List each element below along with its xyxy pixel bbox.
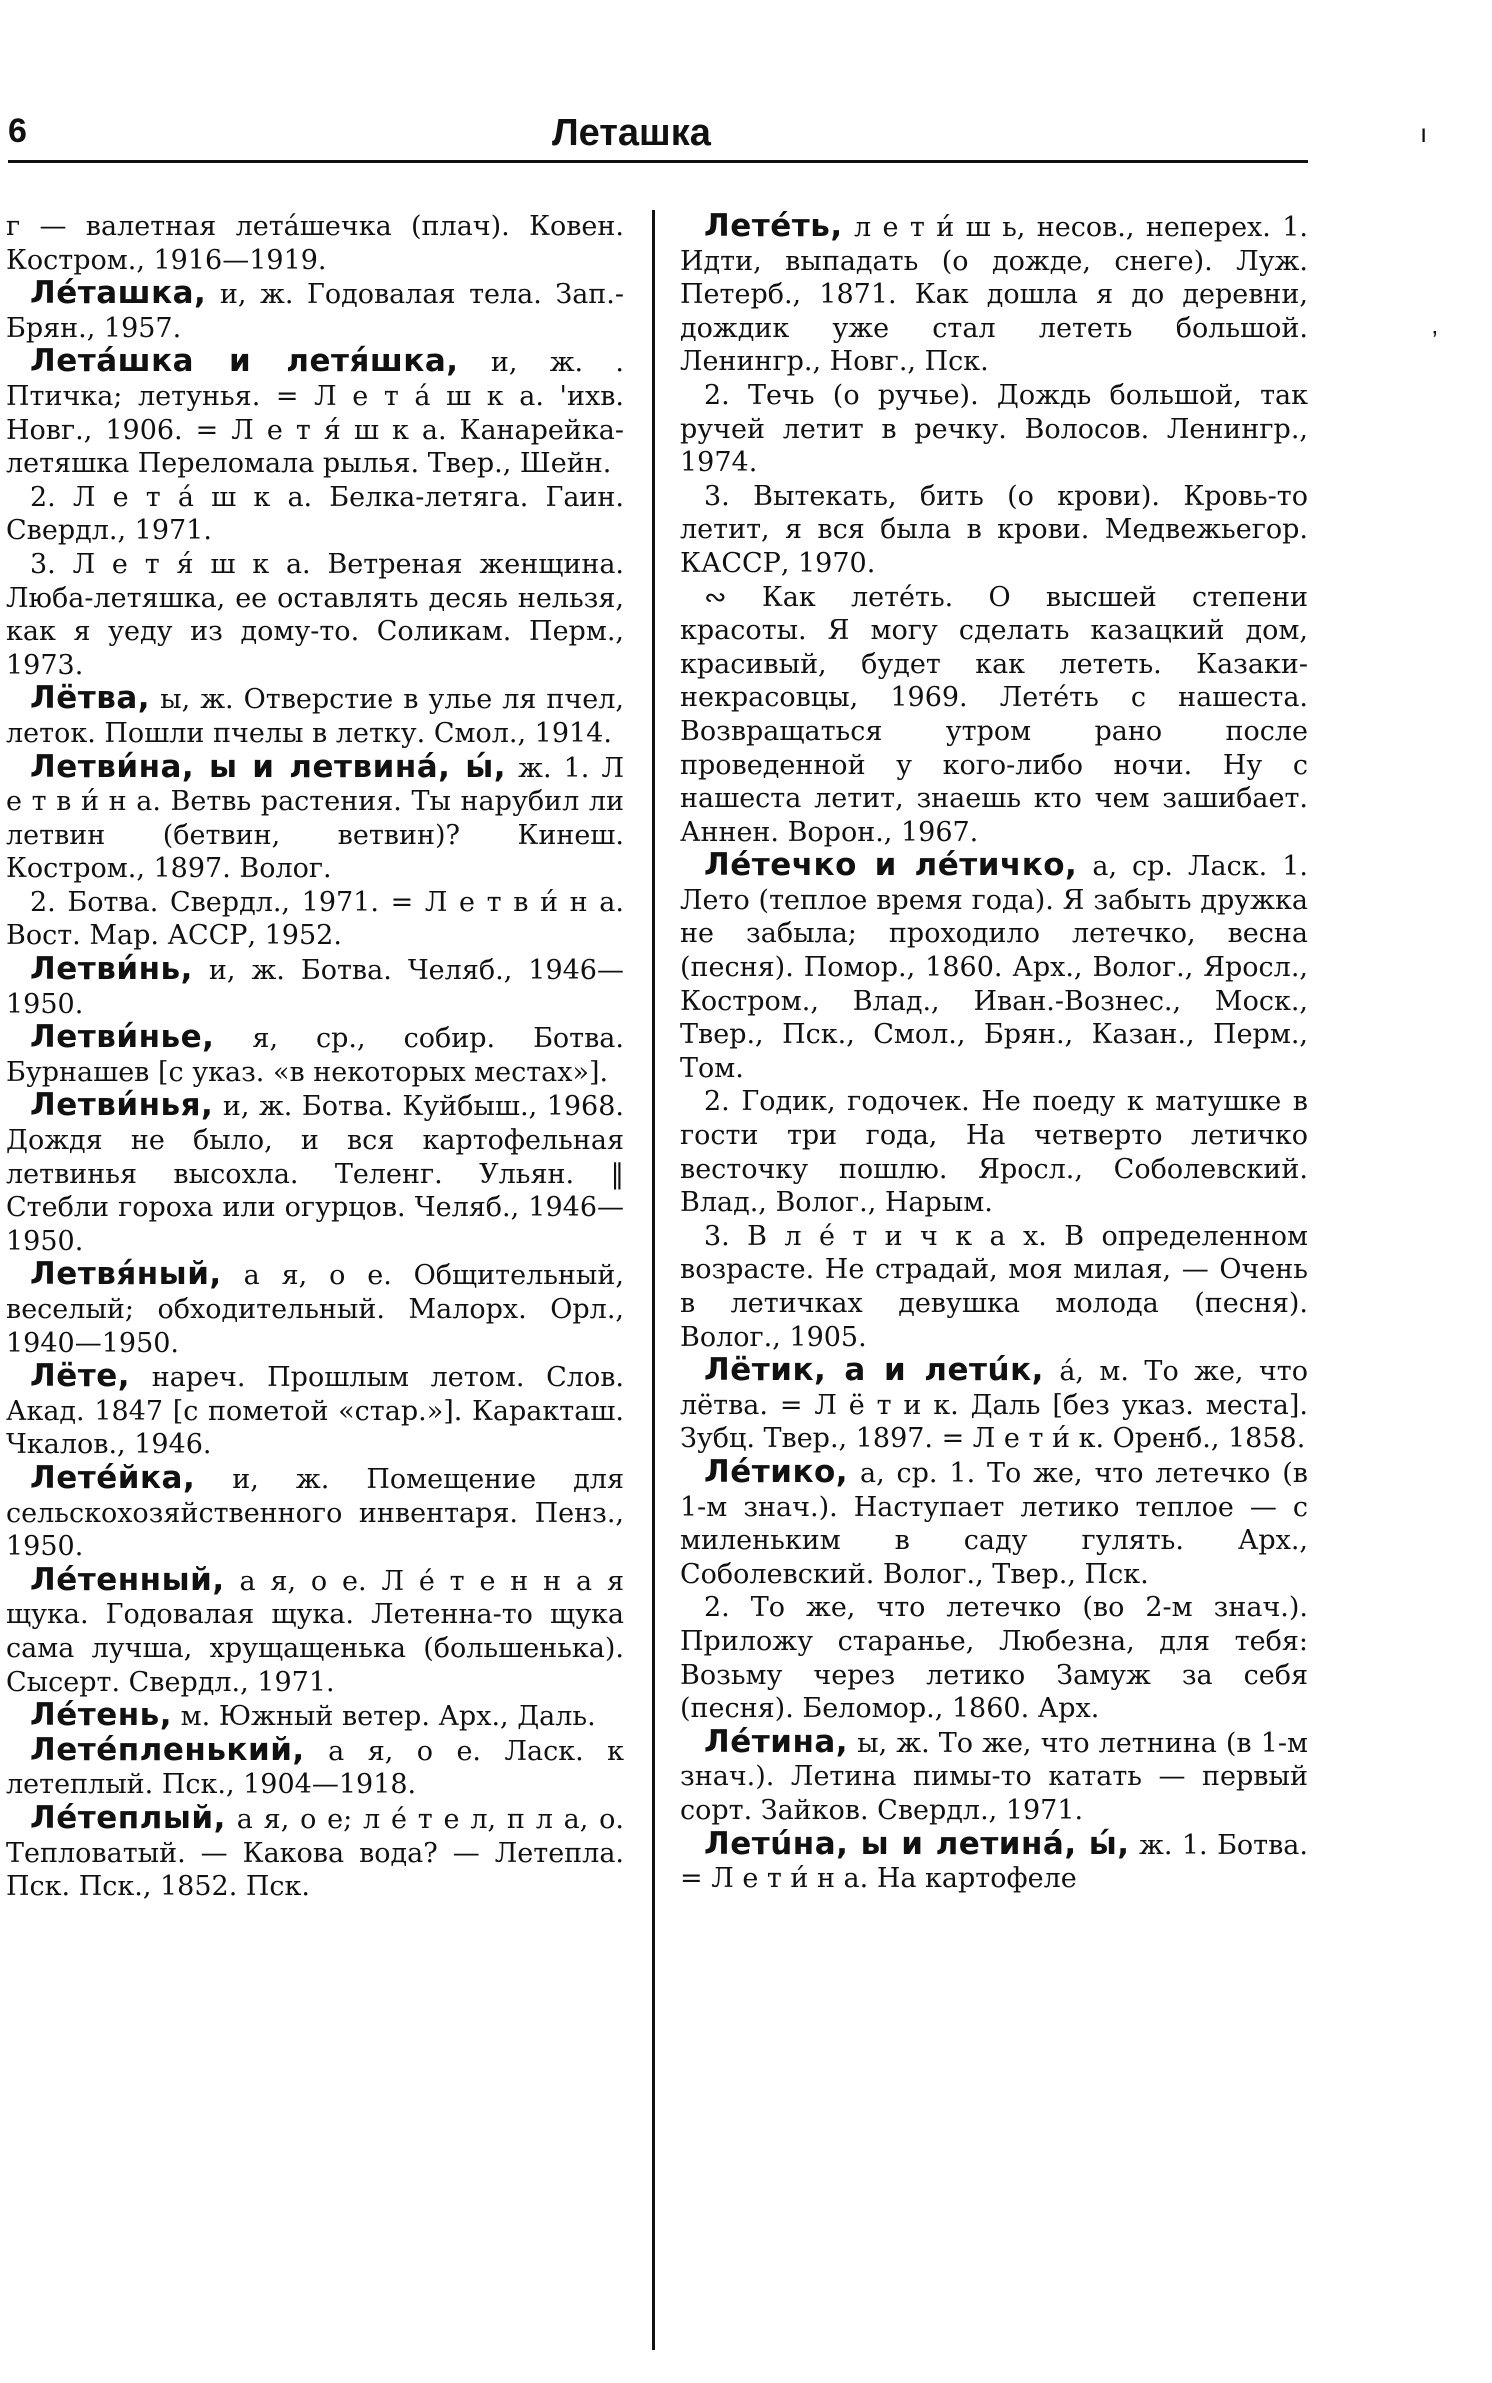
headword: Лéтеплый, bbox=[30, 1799, 226, 1836]
entry-text: а я, о е. Общительный, веселый; обходительный. Малорх. Орл., 1940—1950. bbox=[6, 1260, 624, 1359]
dictionary-entry bbox=[680, 1085, 1308, 1219]
right-column bbox=[680, 210, 1308, 2343]
headword: Летви́нь, bbox=[30, 951, 193, 988]
dictionary-entry bbox=[680, 1723, 1308, 1828]
entry-text: г — валетная летáшечка (плач). Ковен. Костром., 1916—1919. bbox=[6, 211, 624, 276]
headword: Лёте, bbox=[30, 1358, 131, 1395]
header-rule bbox=[8, 160, 1308, 163]
entry-text: и, ж. Ботва. Челяб., 1946—1950. bbox=[6, 955, 624, 1020]
entry-text: ж. 1. Ботва. = Л е т и́ н а. На картофеле bbox=[680, 1829, 1308, 1895]
entry-text: ж. 1. Л е т в и́ н а. Ветвь растения. Ты нарубил ли летвин (бетвин, ветвин)? Кинеш. Костром., 1897. Волог. bbox=[6, 752, 624, 885]
headword: Летви́на, ы и летвинá, ы́, bbox=[30, 748, 507, 785]
dictionary-entry bbox=[6, 277, 624, 345]
headword: Лéтико, bbox=[704, 1453, 849, 1490]
headword: Летви́нье, bbox=[30, 1019, 215, 1056]
entry-text: и, ж. Годовалая тела. Зап.-Брян., 1957. bbox=[6, 279, 624, 344]
dictionary-entry bbox=[680, 849, 1308, 1085]
entry-text: а я, о е. Л é т е н н а я щука. Годовалая щука. Летенна-то щука сама лучша, хрущащенька (большенька). Сысерт. Свердл., 1971. bbox=[6, 1565, 624, 1698]
headword: Лéтина, bbox=[704, 1723, 849, 1760]
entry-text: 3. Вытекать, бить (о крови). Кровь-то летит, я вся была в крови. Медвежьегор. КАССР, 1970. bbox=[680, 480, 1308, 579]
dictionary-entry bbox=[6, 1561, 624, 1699]
entry-text: м. Южный ветер. Арх., Даль. bbox=[180, 1701, 596, 1733]
entry-text: 2. Ботва. Свердл., 1971. = Л е т в и́ н а. Вост. Мар. АССР, 1952. bbox=[6, 886, 624, 952]
dictionary-entry bbox=[680, 1591, 1308, 1725]
entry-text: я, ср., собир. Ботва. Бурнашев [с указ. «в некоторых местах»]. bbox=[6, 1023, 624, 1088]
dictionary-entry bbox=[6, 1799, 624, 1904]
dictionary-entry bbox=[6, 1089, 624, 1258]
headword: Летвя́ный, bbox=[30, 1256, 222, 1293]
headword: Летéть, bbox=[704, 210, 843, 244]
dictionary-entry bbox=[680, 1453, 1308, 1591]
page-header bbox=[0, 100, 1492, 160]
entry-text: и, ж. . Птичка; летунья. = Л е т á ш к а. 'ихв. Новг., 1906. = Л е т я́ ш к а. Канарейка-летяшка Переломала рылья. Твер., Шейн. bbox=[6, 347, 624, 480]
dictionary-entry bbox=[6, 1459, 624, 1564]
entry-text: á, м. То же, что лётва. = Л ё т и к. Даль [без указ. места]. Зубц. Твер., 1897. = Л е т и́ к. Оренб., 1858. bbox=[680, 1356, 1308, 1455]
headword: Летáшка и летя́шка, bbox=[30, 343, 459, 380]
dictionary-entry bbox=[680, 1825, 1308, 1896]
dictionary-entry bbox=[6, 345, 624, 480]
headword: Летéпленький, bbox=[30, 1731, 305, 1768]
entry-text: ∾ Как летéть. О высшей степени красоты. Я могу сделать казацкий дом, красивый, будет как лететь. Казаки-некрасовцы, 1969. Летéть с нашеста. Возвращаться утром рано после проведенной у кого-либо ночи. Ну с нашеста летит, знаешь кто чем зашибает. Аннен. Ворон., 1967. bbox=[680, 581, 1308, 848]
entry-text: 2. Годик, годочек. Не поеду к матушке в гости три года, На четверто летичко весточку пошлю. Яросл., Соболевский. Влад., Волог., Нарым. bbox=[680, 1086, 1308, 1219]
entry-text: 3. В л é т и ч к а х. В определенном возрасте. Не страдай, моя милая, — Очень в летичках девушка молода (песня). Волог., 1905. bbox=[680, 1220, 1308, 1353]
headword: Лéтенный, bbox=[30, 1561, 225, 1598]
headword: Летéйка, bbox=[30, 1459, 196, 1496]
entry-text: 2. То же, что летечко (во 2-м знач.). Приложу старанье, Любезна, для тебя: Возьму через летико Замуж за себя (песня). Беломор., 1860. Арх. bbox=[680, 1592, 1308, 1725]
dictionary-entry bbox=[6, 1699, 624, 1734]
headword: Летúна, ы и летинá, ы́, bbox=[704, 1825, 1130, 1862]
dictionary-entry bbox=[6, 748, 624, 886]
headword: Лётва, bbox=[30, 680, 151, 717]
running-head: Леташка bbox=[552, 112, 711, 154]
entry-text: и, ж. Помещение для сельскохозяйственного инвентаря. Пенз., 1950. bbox=[6, 1463, 624, 1563]
margin-mark: ʼ bbox=[1432, 326, 1438, 356]
dictionary-entry bbox=[680, 379, 1308, 480]
dictionary-entry bbox=[680, 210, 1308, 379]
column-divider bbox=[652, 210, 655, 2350]
entry-text: ы, ж. Отверстие в улье ля пчел, леток. Пошли пчелы в летку. Смол., 1914. bbox=[6, 684, 624, 749]
entry-text: а, ср. Ласк. 1. Лето (теплое время года). Я забыть дружка не забыла; проходило летечко, весна (песня). Помор., 1860. Арх., Волог., Яросл., Костром., Влад., Иван.-Вознес., Моск., Твер., Пск., Смол., Брян., Казан., Перм., Том. bbox=[680, 851, 1308, 1084]
entry-text: нареч. Прошлым летом. Слов. Акад. 1847 [с пометой «стар.»]. Каракташ. Чкалов., 1946. bbox=[6, 1362, 624, 1461]
dictionary-entry bbox=[6, 210, 624, 277]
entry-text: а я, о е. Ласк. к летеплый. Пск., 1904—1918. bbox=[6, 1735, 624, 1801]
dictionary-entry bbox=[6, 1258, 624, 1360]
dictionary-entry bbox=[6, 1021, 624, 1089]
entry-text: а, ср. 1. То же, что летечко (в 1-м знач.). Наступает летико теплое — с миленьким в саду гулять. Арх., Соболевский. Волог., Твер., Пск. bbox=[680, 1457, 1308, 1590]
page-number: 6 bbox=[8, 112, 27, 150]
entry-text: ы, ж. То же, что летнина (в 1-м знач.). Летина пимы-то катать — первый сорт. Зайков. Свердл., 1971. bbox=[680, 1727, 1308, 1826]
dictionary-entry bbox=[680, 1220, 1308, 1354]
entry-text: л е т и́ ш ь, несов., неперех. 1. Идти, выпадать (о дожде, снеге). Луж. Петерб., 1871. Как дошла я до деревни, дождик уже стал лететь большой. Ленингр., Новг., Пск. bbox=[680, 212, 1308, 378]
dictionary-entry bbox=[680, 1354, 1308, 1456]
dictionary-entry bbox=[6, 481, 624, 548]
dictionary-entry bbox=[6, 1360, 624, 1462]
headword: Лётик, а и летúк, bbox=[704, 1352, 1044, 1389]
dictionary-entry bbox=[6, 953, 624, 1021]
entry-text: и, ж. Ботва. Куйбыш., 1968. Дождя не было, и вся картофельная летвинья высохла. Теленг. Ульян. ‖ Стебли гороха или огурцов. Челяб., 1946—1950. bbox=[6, 1091, 624, 1257]
entry-text: 2. Течь (о ручье). Дождь большой, так ручей летит в речку. Волосов. Ленингр., 1974. bbox=[680, 379, 1308, 479]
margin-mark: ı bbox=[1420, 118, 1428, 148]
dictionary-entry bbox=[6, 1731, 624, 1802]
dictionary-entry bbox=[6, 548, 624, 682]
headword: Лéтечко и лéтичко, bbox=[704, 847, 1078, 884]
headword: Лéтень, bbox=[30, 1697, 173, 1734]
dictionary-entry bbox=[680, 480, 1308, 581]
entry-text: 3. Л е т я́ ш к а. Ветреная женщина. Люба-летяшка, ее оставлять десяь нельзя, как я уеду из дому-то. Соликам. Перм., 1973. bbox=[6, 548, 624, 681]
dictionary-entry bbox=[680, 581, 1308, 850]
dictionary-entry bbox=[6, 682, 624, 750]
headword: Лéташка, bbox=[30, 275, 207, 312]
entry-text: а я, о е; л é т е л, п л а, о. Тепловатый. — Какова вода? — Летепла. Пск. Пск., 1852. Пск. bbox=[6, 1803, 624, 1903]
left-column bbox=[6, 210, 624, 2343]
dictionary-entry bbox=[6, 886, 624, 953]
headword: Летви́нья, bbox=[30, 1087, 214, 1124]
entry-text: 2. Л е т á ш к а. Белка-летяга. Гаин. Свердл., 1971. bbox=[6, 481, 624, 547]
